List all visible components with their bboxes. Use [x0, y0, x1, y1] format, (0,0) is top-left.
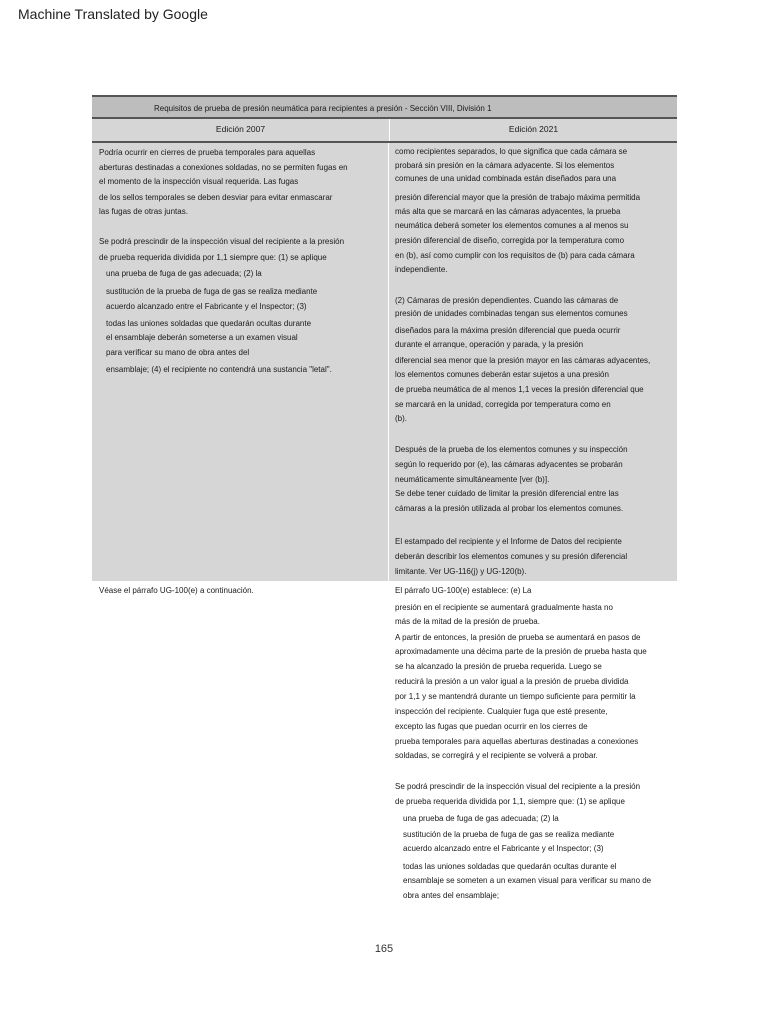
col-header-2021: Edición 2021	[508, 124, 559, 134]
text-line: Podría ocurrir en cierres de prueba temporales para aquellas	[99, 148, 316, 157]
text-line: Véase el párrafo UG-100(e) a continuación.	[99, 586, 254, 595]
text-line: inspección del recipiente. Cualquier fuga que esté presente,	[395, 707, 608, 716]
row1-cell-2007	[92, 143, 389, 581]
text-line: aberturas destinadas a conexiones soldadas, no se permiten fugas en	[99, 163, 348, 172]
row2-cell-2007	[92, 582, 389, 912]
text-line: (b).	[395, 414, 407, 423]
text-line: ensamblaje se someten a un examen visual para verificar su mano de	[403, 876, 652, 885]
text-line: probará sin presión en la cámara adyacente. Si los elementos	[395, 161, 615, 170]
text-line: obra antes del ensamblaje;	[403, 891, 500, 900]
text-line: por 1,1 y se mantendrá durante un tiempo suficiente para permitir la	[395, 692, 636, 701]
text-line: como recipientes separados, lo que significa que cada cámara se	[395, 147, 628, 156]
text-line: de prueba requerida dividida por 1,1 siempre que: (1) se aplique	[99, 253, 327, 262]
text-line: El párrafo UG-100(e) establece: (e) La	[395, 586, 532, 595]
text-line: neumáticamente simultáneamente [ver (b)].	[395, 475, 550, 484]
text-line: presión de unidades combinadas tengan sus elementos comunes	[395, 309, 628, 318]
text-line: en (b), así como cumplir con los requisitos de (b) para cada cámara	[395, 251, 635, 260]
text-line: más de la mitad de la presión de prueba.	[395, 617, 540, 626]
text-line: presión diferencial mayor que la presión de trabajo máxima permitida	[395, 193, 641, 202]
text-line: diseñados para la máxima presión diferencial que pueda ocurrir	[395, 326, 621, 335]
text-line: Se podrá prescindir de la inspección visual del recipiente a la presión	[395, 782, 641, 791]
text-line: independiente.	[395, 265, 448, 274]
page-number: 165	[374, 943, 394, 955]
text-line: el momento de la inspección visual requerida. Las fugas	[99, 177, 299, 186]
text-line: diferencial sea menor que la presión mayor en las cámaras adyacentes,	[395, 356, 651, 365]
text-line: las fugas de otras juntas.	[99, 207, 188, 216]
table-row-2	[92, 582, 677, 912]
table-header-row	[92, 119, 677, 143]
text-line: para verificar su mano de obra antes del	[106, 348, 250, 357]
text-line: los elementos comunes deberán estar sujetos a una presión	[395, 370, 609, 379]
text-line: sustitución de la prueba de fuga de gas se realiza mediante	[106, 287, 318, 296]
text-line: A partir de entonces, la presión de prueba se aumentará en pasos de	[395, 633, 641, 642]
comparison-table	[92, 95, 677, 912]
col-header-2007: Edición 2007	[92, 119, 390, 141]
text-line: ensamblaje; (4) el recipiente no contendrá una sustancia "letal".	[106, 365, 332, 374]
text-line: neumática deberá someter los elementos comunes a al menos su	[395, 221, 629, 230]
text-line: presión diferencial de diseño, corregida por la temperatura como	[395, 236, 625, 245]
text-line: según lo requerido por (e), las cámaras adyacentes se probarán	[395, 460, 623, 469]
text-line: de prueba neumática de al menos 1,1 veces la presión diferencial que	[395, 385, 644, 394]
text-line: soldadas, se corregirá y el recipiente se volverá a probar.	[395, 751, 598, 760]
text-line: una prueba de fuga de gas adecuada; (2) la	[106, 269, 262, 278]
row1-cell-2021	[389, 143, 677, 581]
text-line: más alta que se marcará en las cámaras adyacentes, la prueba	[395, 207, 621, 216]
text-line: el ensamblaje deberán someterse a un examen visual	[106, 333, 298, 342]
text-line: una prueba de fuga de gas adecuada; (2) la	[403, 814, 559, 823]
text-line: presión en el recipiente se aumentará gradualmente hasta no	[395, 603, 613, 612]
text-line: El estampado del recipiente y el Informe de Datos del recipiente	[395, 537, 622, 546]
text-line: cámaras a la presión utilizada al probar los elementos comunes.	[395, 504, 624, 513]
text-line: aproximadamente una décima parte de la presión de prueba hasta que	[395, 647, 647, 656]
row2-cell-2021	[389, 582, 677, 912]
text-line: Se debe tener cuidado de limitar la presión diferencial entre las	[395, 489, 619, 498]
text-line: todas las uniones soldadas que quedarán ocultas durante	[106, 319, 312, 328]
text-line: reducirá la presión a un valor igual a la presión de prueba dividida	[395, 677, 629, 686]
text-line: deberán describir los elementos comunes y su presión diferencial	[395, 552, 628, 561]
table-row-1	[92, 143, 677, 582]
text-line: (2) Cámaras de presión dependientes. Cuando las cámaras de	[395, 296, 619, 305]
text-line: excepto las fugas que puedan ocurrir en los cierres de	[395, 722, 588, 731]
text-line: acuerdo alcanzado entre el Fabricante y el Inspector; (3)	[106, 302, 307, 311]
text-line: acuerdo alcanzado entre el Fabricante y el Inspector; (3)	[403, 844, 604, 853]
text-line: limitante. Ver UG-116(j) y UG-120(b).	[395, 567, 527, 576]
text-line: Se podrá prescindir de la inspección visual del recipiente a la presión	[99, 237, 345, 246]
text-line: sustitución de la prueba de fuga de gas se realiza mediante	[403, 830, 615, 839]
text-line: se marcará en la unidad, corregida por temperatura como en	[395, 400, 611, 409]
text-line: se ha alcanzado la presión de prueba requerida. Luego se	[395, 662, 602, 671]
text-line: Después de la prueba de los elementos comunes y su inspección	[395, 445, 628, 454]
text-line: prueba temporales para aquellas aberturas destinadas a conexiones	[395, 737, 639, 746]
text-line: todas las uniones soldadas que quedarán ocultas durante el	[403, 862, 617, 871]
text-line: comunes de una unidad combinada están diseñados para una	[395, 174, 617, 183]
machine-translation-banner: Machine Translated by Google	[18, 6, 208, 22]
table-title: Requisitos de prueba de presión neumática para recipientes a presión - Sección VIII, División 1	[92, 95, 677, 119]
text-line: de los sellos temporales se deben desviar para evitar enmascarar	[99, 193, 333, 202]
text-line: durante el arranque, operación y parada, y la presión	[395, 340, 584, 349]
text-line: de prueba requerida dividida por 1,1, siempre que: (1) se aplique	[395, 797, 625, 806]
